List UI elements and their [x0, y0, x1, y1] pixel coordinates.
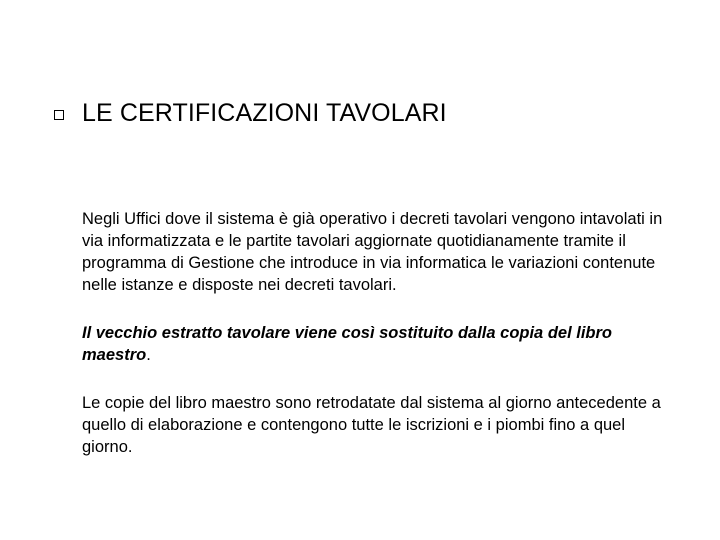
square-bullet-icon — [54, 110, 64, 120]
paragraph-uffici: Negli Uffici dove il sistema è già operativo i decreti tavolari vengono intavolati in via informatizzata e le partite tavolari aggiornate quotidianamente tramite il programma di Gestione che introduce in via informatica le variazioni contenute nelle istanze e disposte nei decreti tavolari. — [82, 210, 663, 294]
paragraph-copie-libro-maestro: Le copie del libro maestro sono retrodatate dal sistema al giorno antecedente a quello di elaborazione e contengono tutte le iscrizioni e i piombi fino a quel giorno. — [82, 394, 661, 456]
slide-title: LE CERTIFICAZIONI TAVOLARI — [82, 99, 447, 127]
emphasized-statement: Il vecchio estratto tavolare viene così sostituito dalla copia del libro maestro — [82, 324, 612, 364]
slide-body — [82, 208, 672, 458]
paragraph-estratto-tavolare — [82, 322, 672, 366]
sentence-end: . — [146, 346, 151, 364]
